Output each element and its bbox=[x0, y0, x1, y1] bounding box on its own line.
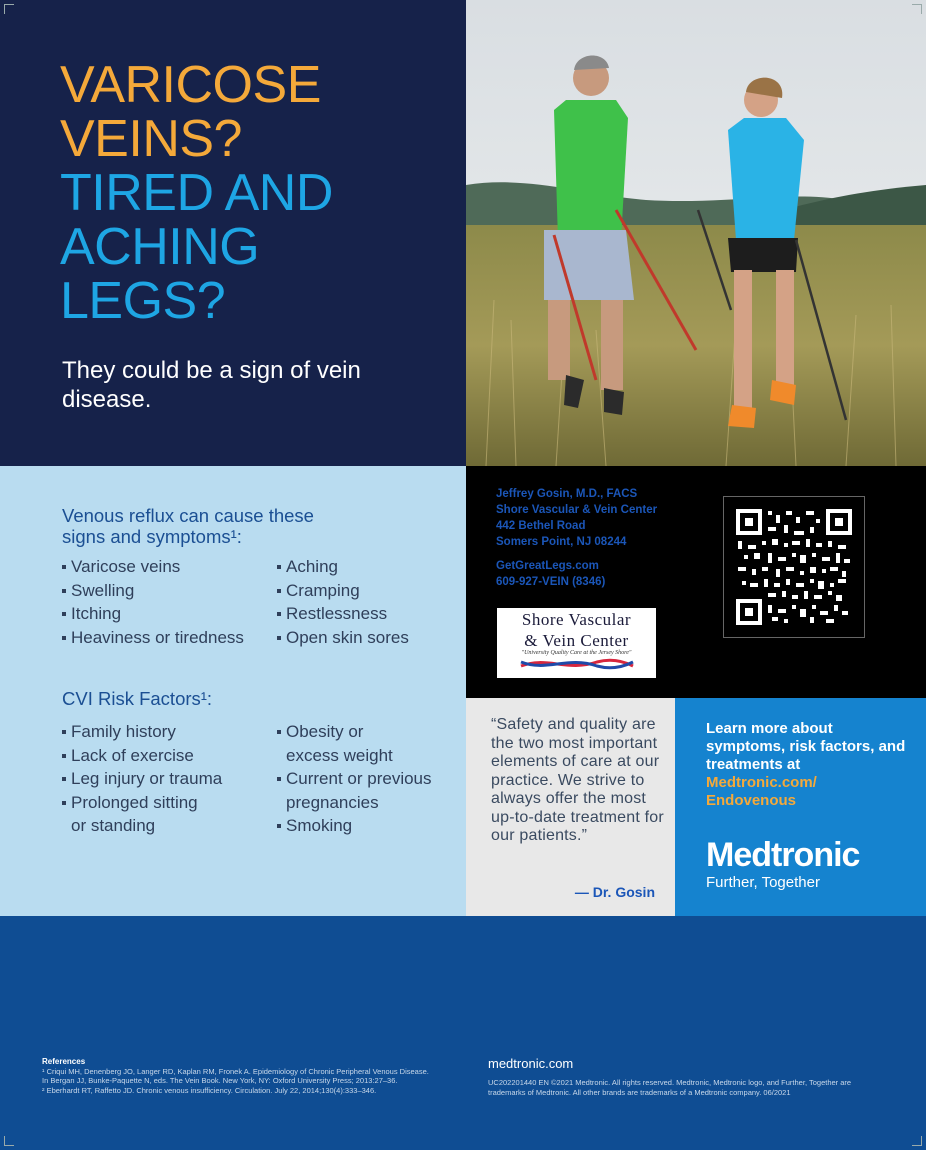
doctor-name: Jeffrey Gosin, M.D., FACS bbox=[496, 488, 638, 500]
list-item: Swelling bbox=[62, 579, 244, 603]
footer-site-link[interactable]: medtronic.com bbox=[488, 1056, 574, 1071]
list-item-continuation: excess weight bbox=[286, 745, 393, 765]
list-item: Varicose veins bbox=[62, 555, 244, 579]
symptoms-title bbox=[62, 505, 314, 547]
contact-info bbox=[496, 486, 657, 590]
qr-code-icon bbox=[724, 497, 864, 637]
list-item-continuation: pregnancies bbox=[286, 792, 379, 812]
logo-wave-icon bbox=[517, 656, 637, 672]
list-item: Obesity or bbox=[277, 720, 432, 744]
footer bbox=[0, 916, 926, 1150]
list-item: Cramping bbox=[277, 579, 409, 603]
list-item: Lack of exercise bbox=[62, 744, 222, 768]
contact-panel bbox=[466, 466, 926, 698]
list-item: Heaviness or tiredness bbox=[62, 626, 244, 650]
hero-panel bbox=[0, 0, 466, 466]
headline-line-5: LEGS? bbox=[60, 272, 226, 330]
list-item: Prolonged sitting bbox=[62, 791, 222, 815]
references-title: References bbox=[42, 1057, 86, 1066]
crop-mark bbox=[912, 1136, 922, 1146]
list-item: Family history bbox=[62, 720, 222, 744]
brand-tagline: Further, Together bbox=[706, 874, 820, 891]
subhead: They could be a sign of vein disease. bbox=[62, 357, 361, 413]
cta-message: Learn more about symptoms, risk factors, and treatments at bbox=[706, 720, 906, 773]
symptoms-list-2 bbox=[277, 555, 409, 649]
quote-panel bbox=[466, 698, 675, 916]
list-item: Leg injury or trauma bbox=[62, 767, 222, 791]
medtronic-logo: Medtronic bbox=[706, 836, 860, 874]
list-item: Aching bbox=[277, 555, 409, 579]
list-item: Itching bbox=[62, 602, 244, 626]
references bbox=[42, 1057, 432, 1095]
quote-text: “Safety and quality are the two most important elements of care at our practice. We strive to always offer the most up-to-date treatment for our patients.” bbox=[491, 716, 664, 844]
reference-2: ² Eberhardt RT, Raffetto JD. Chronic venous insufficiency. Circulation. July 22, 2014;130(4):333–346. bbox=[42, 1085, 377, 1095]
risk-list-2 bbox=[277, 720, 432, 838]
list-item: Open skin sores bbox=[277, 626, 409, 650]
symptoms-panel bbox=[0, 466, 466, 916]
qr-code[interactable] bbox=[723, 496, 865, 638]
crop-mark bbox=[912, 4, 922, 14]
risk-list-1 bbox=[62, 720, 222, 838]
list-item: Restlessness bbox=[277, 602, 409, 626]
headline-line-3: TIRED AND bbox=[60, 164, 333, 222]
risk-title: CVI Risk Factors¹: bbox=[62, 688, 213, 709]
symptoms-list-1 bbox=[62, 555, 244, 649]
practice-name: Shore Vascular & Vein Center bbox=[496, 504, 658, 516]
cta-panel bbox=[675, 698, 926, 916]
symptoms-title-line-2: signs and symptoms¹: bbox=[62, 526, 242, 547]
hero-photo bbox=[466, 0, 926, 466]
phone-number[interactable]: 609-927-VEIN (8346) bbox=[496, 576, 606, 588]
cta-text bbox=[706, 720, 906, 810]
logo-line-1: Shore Vascular bbox=[521, 610, 632, 629]
headline-line-2: VEINS? bbox=[60, 110, 242, 168]
address-line-2: Somers Point, NJ 08244 bbox=[496, 536, 627, 548]
crop-mark bbox=[4, 1136, 14, 1146]
cta-link-line-2[interactable]: Endovenous bbox=[706, 792, 797, 809]
hikers-illustration bbox=[466, 0, 926, 466]
headline bbox=[60, 58, 333, 328]
list-item: Smoking bbox=[277, 814, 432, 838]
reference-1: ¹ Criqui MH, Denenberg JO, Langer RD, Kaplan RM, Fronek A. Epidemiology of Chronic Peripheral Venous Disease. In Bergan JJ, Bunke-Paquette N, eds. The Vein Book. New York, NY: Oxford University Press; 2013:27–36. bbox=[42, 1066, 429, 1085]
legal-text: UC202201440 EN ©2021 Medtronic. All rights reserved. Medtronic, Medtronic logo, and Further, Together are trademarks of Medtronic. All other brands are trademarks of a Medtronic company. 06/2021 bbox=[488, 1078, 852, 1097]
address-line-1: 442 Bethel Road bbox=[496, 520, 586, 532]
cta-link-line-1[interactable]: Medtronic.com/ bbox=[706, 774, 817, 791]
headline-line-1: VARICOSE bbox=[60, 56, 321, 114]
headline-line-4: ACHING bbox=[60, 218, 260, 276]
symptoms-title-line-1: Venous reflux can cause these bbox=[62, 505, 314, 526]
crop-mark bbox=[4, 4, 14, 14]
practice-logo bbox=[497, 608, 656, 678]
website-link[interactable]: GetGreatLegs.com bbox=[496, 560, 599, 572]
logo-line-2: & Vein Center bbox=[524, 631, 629, 650]
list-item-continuation: or standing bbox=[71, 816, 156, 835]
logo-tagline: "University Quality Care at the Jersey Shore" bbox=[521, 650, 632, 656]
list-item: Current or previous bbox=[277, 767, 432, 791]
quote-author: — Dr. Gosin bbox=[574, 884, 655, 900]
